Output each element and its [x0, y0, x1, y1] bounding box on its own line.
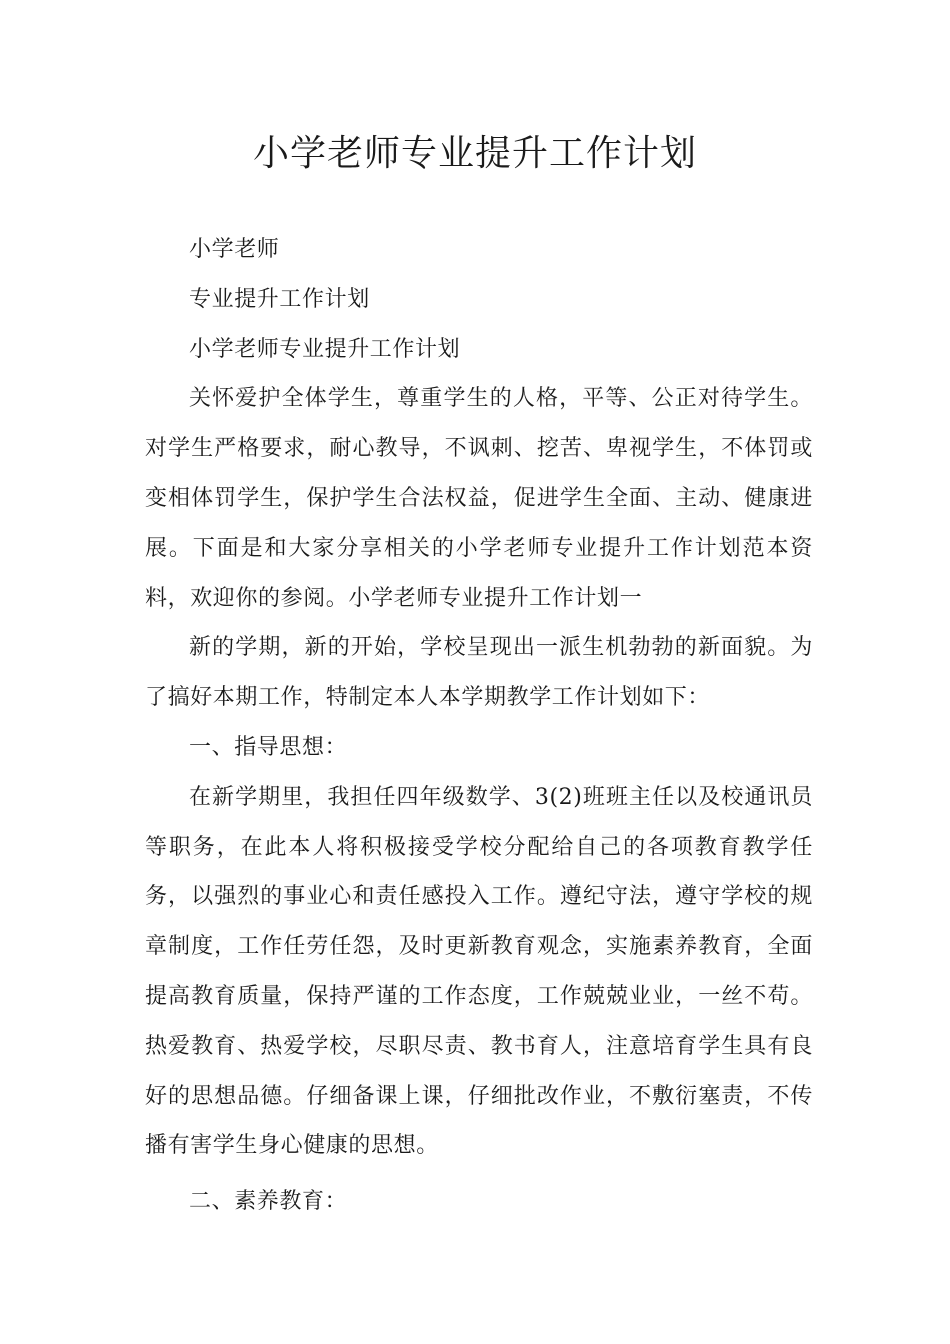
paragraph-care-students: 关怀爱护全体学生，尊重学生的人格，平等、公正对待学生。对学生严格要求，耐心教导，不讽刺、挖苦、卑视学生，不体罚或变相体罚学生，保护学生合法权益，促进学生全面、主动、健康进展。下面是和大家分享相关的小学老师专业提升工作计划范本资料，欢迎你的参阅。小学老师专业提升工作计划一	[145, 386, 813, 611]
document-title: 小学老师专业提升工作计划	[252, 133, 697, 174]
paragraph-guiding-ideology: 在新学期里，我担任四年级数学、3(2)班班主任以及校通讯员等职务，在此本人将积极接受学校分配给自己的各项教育教学任务，以强烈的事业心和责任感投入工作。遵纪守法，遵守学校的规章制度，工作任劳任怨，及时更新教育观念，实施素养教育，全面提高教育质量，保持严谨的工作态度，工作兢兢业业，一丝不苟。热爱教育、热爱学校，尽职尽责、教书育人，注意培育学生具有良好的思想品德。仔细备课上课，仔细批改作业，不敷衍塞责，不传播有害学生身心健康的思想。	[145, 784, 813, 1159]
section-heading-guiding-ideology: 一、指导思想：	[189, 734, 348, 760]
document-body	[145, 225, 813, 1227]
paragraph-new-semester: 新的学期，新的开始，学校呈现出一派生机勃勃的新面貌。为了搞好本期工作，特制定本人本学期教学工作计划如下：	[145, 635, 813, 711]
section-heading-quality-education: 二、素养教育：	[189, 1189, 348, 1215]
paragraph-intro-1: 小学老师	[189, 237, 280, 262]
paragraph-intro-3: 小学老师专业提升工作计划	[189, 336, 461, 362]
paragraph-intro-2: 专业提升工作计划	[189, 286, 370, 312]
